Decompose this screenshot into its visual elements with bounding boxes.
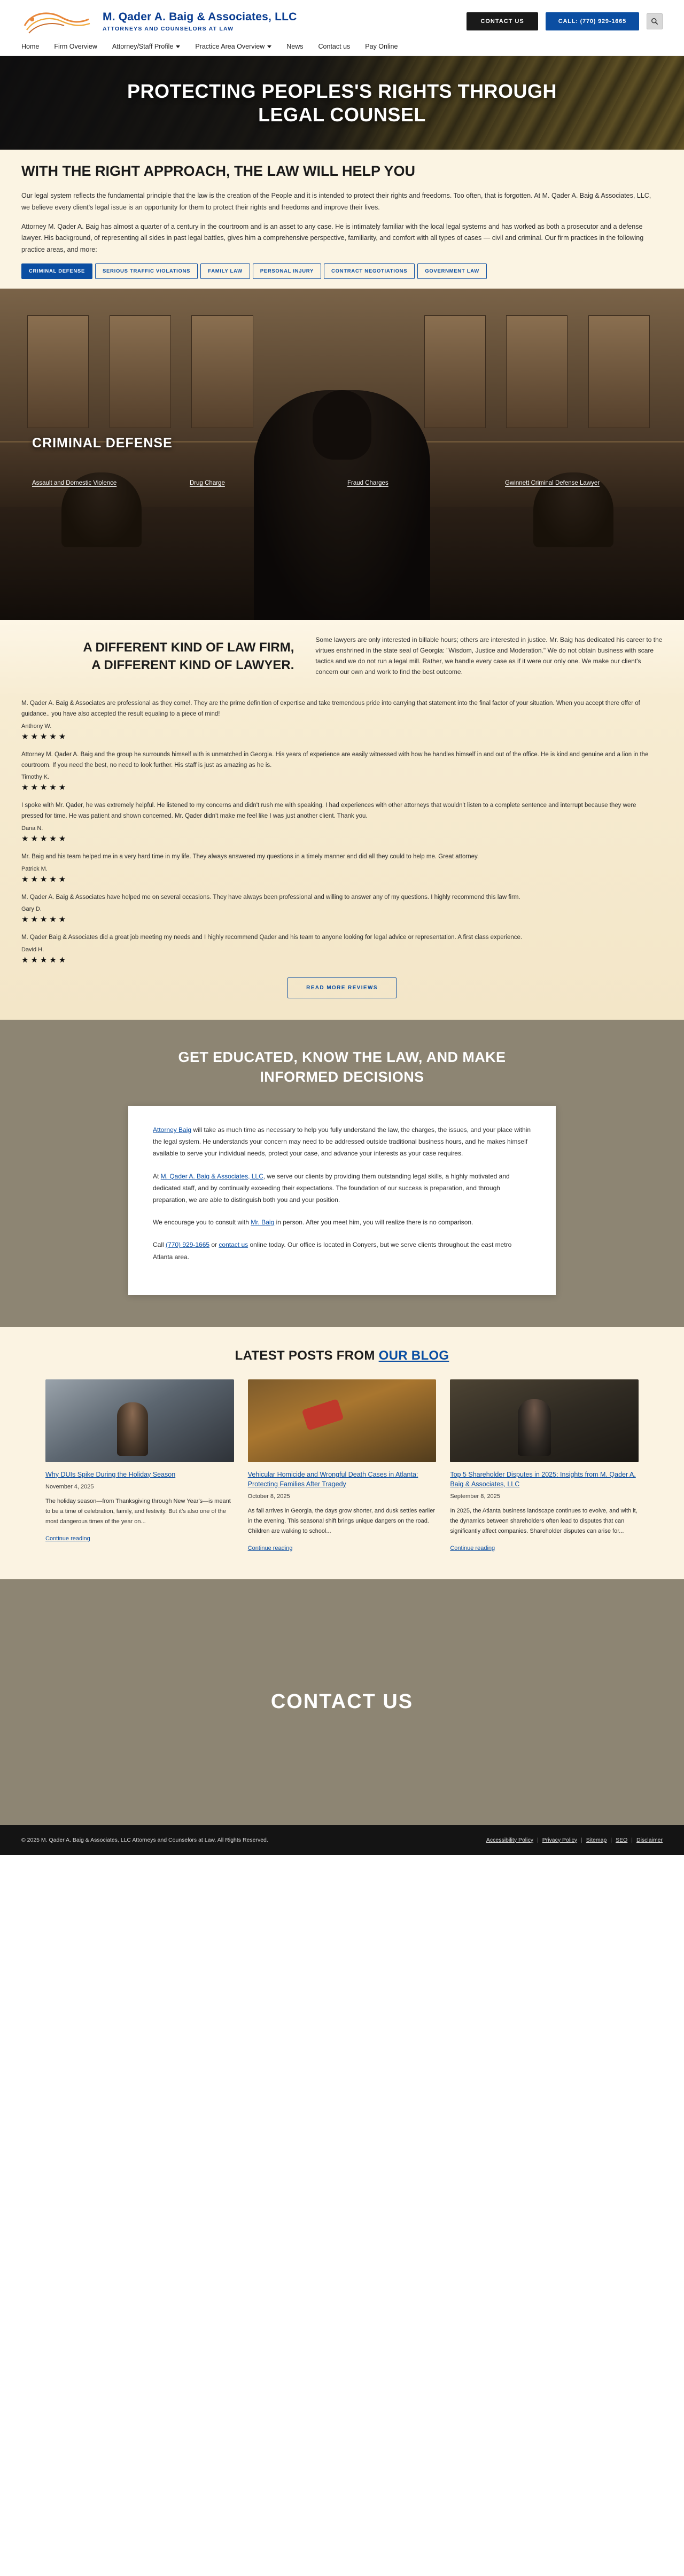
review-item <box>21 801 657 843</box>
our-blog-link[interactable]: OUR BLOG <box>378 1348 449 1363</box>
blog-heading <box>21 1348 663 1363</box>
review-rating-stars: ★★★★★ <box>21 783 68 793</box>
divider: | <box>581 1836 582 1843</box>
post-thumbnail-image[interactable] <box>248 1379 437 1462</box>
chevron-down-icon <box>176 45 180 48</box>
blog-post-list <box>45 1379 639 1553</box>
review-author: David H. <box>21 946 44 953</box>
logo-area[interactable] <box>21 7 297 35</box>
intro-paragraph-2: Attorney M. Qader A. Baig has almost a quarter of a century in the courtroom and is an asset to any case. He is intimately familiar with the local legal systems and has worked as both a prosecutor and a defense lawyer. His background, of representing all sides in past legal battles, gives him a comprehensive perspective, familiarity, and comfort with all types of cases — civil and criminal. Our firm practices in the following practice areas, and more: <box>21 222 644 254</box>
review-item <box>21 699 657 741</box>
educated-heading: GET EDUCATED, KNOW THE LAW, AND MAKE INFORMED DECISIONS <box>178 1049 506 1085</box>
firm-logo-icon[interactable] <box>21 7 96 35</box>
review-item <box>21 750 657 793</box>
chevron-down-icon <box>267 45 271 48</box>
copyright-text: © 2025 M. Qader A. Baig & Associates, LLC Attorneys and Counselors at Law. All Rights Reserved. <box>21 1836 268 1843</box>
educated-p4-mid: or <box>209 1241 219 1249</box>
review-item <box>21 933 657 965</box>
nav-label: Contact us <box>318 43 351 50</box>
practice-banner-links <box>32 479 663 488</box>
blog-post-card <box>45 1379 234 1553</box>
nav-item-firm-overview[interactable] <box>54 43 97 50</box>
different-body-text: Some lawyers are only interested in billable hours; others are interested in justice. Mr. Baig has dedicated his career to the virtues enshrined in the state seal of Georgia: "Wisdom, Justice and Moderation." We do not obtain business with scare tactics and we do not run a legal mill. Rather, we handle every case as if it were our only one. We make our client's concern our own and work to find the best outcome. <box>315 636 663 676</box>
review-author: Gary D. <box>21 906 42 913</box>
post-thumbnail-image[interactable] <box>450 1379 639 1462</box>
intro-paragraph-1: Our legal system reflects the fundamental principle that the law is the creation of the People and it is intended to protect their rights and freedoms. Too often, that is forgotten. At M. Qader A. Baig & Associates, LLC, we believe every client's legal issue is an opportunity for them to protect their rights and freedoms and improve their lives. <box>21 191 651 211</box>
footer-link-disclaimer[interactable]: Disclaimer <box>636 1836 663 1843</box>
divider: | <box>610 1836 612 1843</box>
intro-section <box>0 150 684 289</box>
different-kind-section <box>0 620 684 699</box>
continue-reading-link[interactable]: Continue reading <box>450 1545 495 1551</box>
review-rating-stars: ★★★★★ <box>21 915 68 925</box>
educated-p2-rest: , we serve our clients by providing them outstanding legal skills, a highly motivated and dedicated staff, and by continually exceeding their expectations. The foundation of our success is preparation, and through preparation, we are able to distinguish both you and your position. <box>153 1172 510 1204</box>
nav-item-attorney-staff-profile[interactable] <box>112 43 180 50</box>
divider: | <box>631 1836 633 1843</box>
nav-item-news[interactable] <box>286 43 303 50</box>
call-button[interactable]: CALL: (770) 929-1665 <box>546 12 639 30</box>
nav-item-home[interactable] <box>21 43 39 50</box>
reviews-section <box>0 699 684 1020</box>
contact-heading: CONTACT US <box>270 1690 414 1713</box>
footer-links <box>486 1837 663 1843</box>
post-excerpt: As fall arrives in Georgia, the days grow shorter, and dusk settles earlier in the evening. This seasonal shift brings unique dangers on the road. Children are walking to school... <box>247 1508 436 1534</box>
review-text: M. Qader Baig & Associates did a great job meeting my needs and I highly recommend Qader and his team to anyone looking for legal advice or representation. A first class experience. <box>21 934 523 941</box>
header-actions <box>467 12 663 30</box>
hero-banner <box>0 56 684 150</box>
practice-area-banner <box>0 289 684 620</box>
nav-label: Practice Area Overview <box>195 43 265 50</box>
get-educated-section <box>0 1020 684 1327</box>
review-item <box>21 893 657 925</box>
educated-paragraph-1 <box>153 1124 531 1160</box>
practice-banner-title: CRIMINAL DEFENSE <box>32 436 173 451</box>
different-body-block <box>315 635 663 677</box>
chip-personal-injury[interactable]: PERSONAL INJURY <box>253 263 321 279</box>
footer-link-accessibility-policy[interactable]: Accessibility Policy <box>486 1836 533 1843</box>
contact-us-link[interactable]: contact us <box>219 1241 248 1249</box>
review-text: I spoke with Mr. Qader, he was extremely helpful. He listened to my concerns and didn't rush me with speaking. I had experiences with other attorneys that wouldn't listen to a complete sentence and interrupt because they were pressed for time. He was patient and shown concerned. Mr. Qader didn't make me feel like I was just another client. Thank you. <box>21 802 636 820</box>
nav-label: Pay Online <box>365 43 398 50</box>
contact-us-button[interactable]: CONTACT US <box>467 12 538 30</box>
chip-government-law[interactable]: GOVERNMENT LAW <box>417 263 487 279</box>
educated-p4-rest: online today. Our office is located in Conyers, but we serve clients throughout the east metro Atlanta area. <box>153 1241 512 1261</box>
review-author: Timothy K. <box>21 774 50 781</box>
review-text: M. Qader A. Baig & Associates have helped me on several occasions. They have always been professional and willing to answer any of my questions. I highly recommend this law firm. <box>21 894 520 901</box>
post-title-link[interactable]: Top 5 Shareholder Disputes in 2025: Insights from M. Qader A. Baig & Associates, LLC <box>450 1470 636 1488</box>
nav-label: Attorney/Staff Profile <box>112 43 174 50</box>
post-excerpt: In 2025, the Atlanta business landscape continues to evolve, and with it, the dynamics between shareholders often lead to disputes that can significantly affect companies. Shareholder disputes can arise for... <box>450 1508 638 1534</box>
site-footer <box>0 1825 684 1855</box>
review-author: Patrick M. <box>21 865 48 872</box>
chip-serious-traffic-violations[interactable]: SERIOUS TRAFFIC VIOLATIONS <box>95 263 198 279</box>
review-text: M. Qader A. Baig & Associates are professional as they come!. They are the prime definition of expertise and take tremendous pride into carrying that statement into the final factor of your situation. When you accept there offer of guidance.. you have also accepted the result equaling to a piece of mind! <box>21 700 640 718</box>
search-icon[interactable] <box>647 13 663 29</box>
review-text: Attorney M. Qader A. Baig and the group he surrounds himself with is unmatched in Georgia. His years of experience are easily witnessed with how he handles himself in and out of the office. He is kind and genuine and a lion in the courtroom. If you need the best, no need to look further. His staff is just as amazing as he is. <box>21 751 649 769</box>
educated-paragraph-3 <box>153 1216 531 1228</box>
educated-paragraph-4 <box>153 1239 531 1262</box>
post-date: September 8, 2025 <box>450 1493 500 1500</box>
post-excerpt: The holiday season—from Thanksgiving through New Year's—is meant to be a time of celebration, family, and festivity. But it's also one of the most dangerous times of the year on... <box>45 1498 231 1525</box>
blog-heading-prefix: LATEST POSTS FROM <box>235 1348 379 1363</box>
educated-p3-prefix: We encourage you to consult with <box>153 1219 251 1227</box>
educated-p4-prefix: Call <box>153 1241 166 1249</box>
practice-link-drug-charge[interactable]: Drug Charge <box>190 480 225 487</box>
read-more-reviews-button[interactable]: READ MORE REVIEWS <box>287 977 397 998</box>
contact-section <box>0 1579 684 1825</box>
review-text: Mr. Baig and his team helped me in a very hard time in my life. They always answered my questions in a timely manner and did all they could to help me. Great attorney. <box>21 853 479 860</box>
firm-tagline: ATTORNEYS AND COUNSELORS AT LAW <box>103 25 234 32</box>
attorney-baig-link[interactable]: Attorney Baig <box>153 1126 192 1134</box>
educated-paragraph-2 <box>153 1170 531 1206</box>
practice-area-chips <box>21 263 663 279</box>
chip-family-law[interactable]: FAMILY LAW <box>200 263 250 279</box>
review-item <box>21 852 657 884</box>
review-rating-stars: ★★★★★ <box>21 834 68 843</box>
nav-item-practice-area-overview[interactable] <box>195 43 271 50</box>
blog-post-card <box>248 1379 437 1553</box>
educated-card <box>128 1106 556 1295</box>
continue-reading-link[interactable]: Continue reading <box>247 1545 293 1551</box>
review-rating-stars: ★★★★★ <box>21 732 68 741</box>
nav-label: Firm Overview <box>54 43 97 50</box>
different-heading-line-2: A DIFFERENT KIND OF LAWYER. <box>91 657 294 672</box>
educated-paragraph-1-text: will take as much time as necessary to help you fully understand the law, the charges, the issues, and your place within the legal system. He understands your concern may need to be addressed outside traditional business hours, and he makes himself available to serve your individual needs, protect your case, and advance your interests as your case requires. <box>153 1126 531 1158</box>
post-thumbnail-image[interactable] <box>45 1379 234 1462</box>
phone-link[interactable]: (770) 929-1665 <box>166 1241 210 1249</box>
review-rating-stars: ★★★★★ <box>21 874 68 884</box>
post-title-link[interactable]: Vehicular Homicide and Wrongful Death Cases in Atlanta: Protecting Families After Tragedy <box>247 1470 418 1488</box>
divider: | <box>537 1836 539 1843</box>
nav-label: News <box>286 43 304 50</box>
firm-name: M. Qader A. Baig & Associates, LLC <box>103 11 297 24</box>
site-header <box>0 0 684 40</box>
different-heading-block <box>21 635 294 677</box>
educated-p3-rest: in person. After you meet him, you will realize there is no comparison. <box>274 1219 473 1227</box>
chip-criminal-defense[interactable]: CRIMINAL DEFENSE <box>21 263 92 279</box>
review-rating-stars: ★★★★★ <box>21 956 68 965</box>
post-title-link[interactable]: Why DUIs Spike During the Holiday Season <box>45 1470 176 1478</box>
nav-item-pay-online[interactable] <box>365 43 398 50</box>
post-date: November 4, 2025 <box>45 1483 94 1490</box>
different-heading-line-1: A DIFFERENT KIND OF LAW FIRM, <box>83 640 294 655</box>
practice-link-assault-domestic-violence[interactable]: Assault and Domestic Violence <box>32 480 117 487</box>
review-author: Dana N. <box>21 825 43 832</box>
post-date: October 8, 2025 <box>247 1493 290 1500</box>
educated-p2-prefix: At <box>153 1172 161 1180</box>
latest-posts-section <box>0 1327 684 1579</box>
review-author: Anthony W. <box>21 723 52 730</box>
footer-link-seo[interactable]: SEO <box>616 1836 628 1843</box>
nav-item-contact-us[interactable] <box>318 43 351 50</box>
nav-label: Home <box>21 43 40 50</box>
footer-link-sitemap[interactable]: Sitemap <box>586 1836 607 1843</box>
intro-heading: WITH THE RIGHT APPROACH, THE LAW WILL HELP YOU <box>21 163 416 179</box>
blog-post-card <box>450 1379 639 1553</box>
chip-contract-negotiations[interactable]: CONTRACT NEGOTIATIONS <box>324 263 415 279</box>
footer-link-privacy-policy[interactable]: Privacy Policy <box>542 1836 578 1843</box>
mr-baig-link[interactable]: Mr. Baig <box>251 1219 275 1227</box>
practice-link-gwinnett-criminal-defense-lawyer[interactable]: Gwinnett Criminal Defense Lawyer <box>505 480 600 487</box>
continue-reading-link[interactable]: Continue reading <box>45 1535 90 1542</box>
practice-link-fraud-charges[interactable]: Fraud Charges <box>347 480 388 487</box>
firm-link[interactable]: M. Qader A. Baig & Associates, LLC <box>160 1172 263 1180</box>
hero-headline: PROTECTING PEOPLES'S RIGHTS THROUGH LEGAL COUNSEL <box>127 80 557 126</box>
main-navigation <box>0 40 684 56</box>
